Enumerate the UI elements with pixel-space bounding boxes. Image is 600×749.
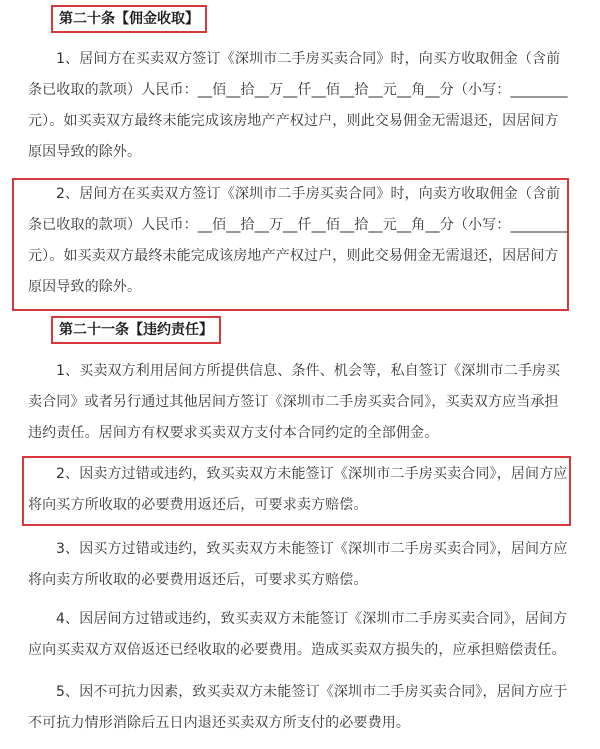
article-21-heading: 第二十一条【违约责任】 — [51, 316, 221, 344]
article-20-heading: 第二十条【佣金收取】 — [51, 5, 207, 33]
article-21-clause-1: 1、买卖双方利用居间方所提供信息、条件、机会等，私自签订《深圳市二手房买卖合同》或者另行通过其他居间方签订《深圳市二手房买卖合同》，买卖双方应当承担违约责任。居间方有权要求买卖双方支付本合同约定的全部佣金。 — [28, 363, 561, 441]
article-20-clause-2: 2、居间方在买卖双方签订《深圳市二手房买卖合同》时，向卖方收取佣金（含前条已收取的款项）人民币：__佰__拾__万__仟__佰__拾__元__角__分（小写：________元）。如买卖双方最终未能完成该房地产产权过户，则此交易佣金无需退还，因居间方原因导致的除外。 — [28, 186, 568, 295]
article-21-clause-3: 3、因买方过错或违约，致买卖双方未能签订《深圳市二手房买卖合同》，居间方应将向卖方所收取的必要费用返还后，可要求买方赔偿。 — [28, 541, 568, 588]
article-21-clause-4: 4、因居间方过错或违约，致买卖双方未能签订《深圳市二手房买卖合同》，居间方应向买卖双方双倍返还已经收取的必要费用。造成买卖双方损失的，应承担赔偿责任。 — [28, 611, 568, 658]
article-20-clause-1: 1、居间方在买卖双方签订《深圳市二手房买卖合同》时，向买方收取佣金（含前条已收取的款项）人民币：__佰__拾__万__仟__佰__拾__元__角__分（小写：________元）。如买卖双方最终未能完成该房地产产权过户，则此交易佣金无需退还，因居间方原因导致的除外。 — [28, 51, 568, 160]
article-21-clause-2: 2、因卖方过错或违约，致买卖双方未能签订《深圳市二手房买卖合同》，居间方应将向买方所收取的必要费用返还后，可要求卖方赔偿。 — [28, 466, 568, 513]
article-21-clause-5: 5、因不可抗力因素，致买卖双方未能签订《深圳市二手房买卖合同》，居间方应于不可抗力情形消除后五日内退还买卖双方所支付的必要费用。 — [28, 684, 568, 731]
